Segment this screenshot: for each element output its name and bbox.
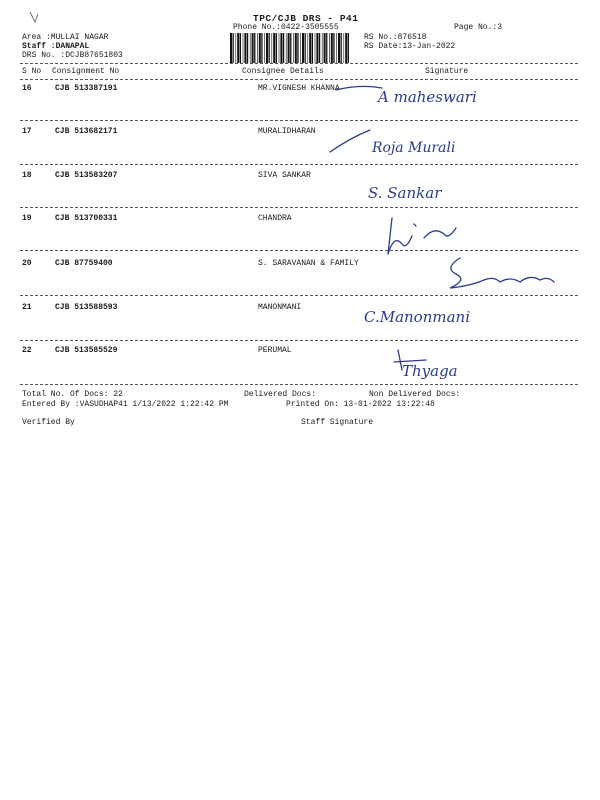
column-consignee: Consignee Details — [242, 67, 324, 76]
row-divider — [20, 250, 578, 251]
barcode-bar — [302, 33, 304, 63]
barcode-bar — [286, 33, 287, 63]
row-consignment: CJB 87759400 — [55, 259, 113, 268]
barcode-bar — [280, 33, 282, 63]
row-sno: 17 — [22, 127, 32, 136]
row-sno: 20 — [22, 259, 32, 268]
row-sno: 19 — [22, 214, 32, 223]
signature-row-22 — [392, 346, 482, 386]
barcode-bar — [345, 33, 347, 63]
row-sno: 16 — [22, 84, 32, 93]
corner-mark — [27, 10, 43, 26]
barcode-bar — [233, 33, 234, 63]
barcode-bar — [236, 33, 237, 63]
barcode-bar — [272, 33, 273, 63]
row-consignee: MANONMANI — [258, 303, 302, 312]
barcode-bar — [252, 33, 254, 63]
barcode-bar — [273, 33, 275, 63]
staff-signature: Staff Signature — [301, 418, 374, 427]
barcode-bar — [264, 33, 265, 63]
row-divider — [20, 120, 578, 121]
barcode-bar — [259, 33, 261, 63]
barcode-bar — [305, 33, 306, 63]
barcode-bar — [341, 33, 342, 63]
row-consignment: CJB 513682171 — [55, 127, 118, 136]
signature-row-20 — [440, 254, 560, 298]
signature-text: A maheswari — [378, 88, 477, 106]
row-consignment: CJB 513700331 — [55, 214, 118, 223]
barcode-bar — [254, 33, 255, 63]
non-delivered-docs: Non Delivered Docs: — [369, 390, 461, 399]
signature-row-18 — [360, 172, 490, 210]
barcode-bar — [290, 33, 291, 63]
barcode-bar — [283, 33, 284, 63]
barcode-bar — [266, 33, 268, 63]
row-consignee: MR.VIGNESH KHANNA — [258, 84, 340, 93]
barcode-bar — [322, 33, 323, 63]
barcode-bar — [247, 33, 248, 63]
barcode-bar — [336, 33, 337, 63]
row-consignee: CHANDRA — [258, 214, 292, 223]
barcode-bar — [250, 33, 251, 63]
barcode-bar — [240, 33, 241, 63]
rs-date: RS Date:13-Jan-2022 — [364, 42, 456, 51]
staff-label: Staff :DANAPAL — [22, 42, 90, 51]
barcode-bar — [279, 33, 280, 63]
row-sno: 21 — [22, 303, 32, 312]
table-end-divider — [20, 384, 578, 385]
rs-number: RS No.:876518 — [364, 33, 427, 42]
row-consignee: PERUMAL — [258, 346, 292, 355]
header-divider — [20, 63, 578, 64]
row-divider — [20, 207, 578, 208]
barcode-bar — [261, 33, 262, 63]
barcode-bar — [344, 33, 345, 63]
row-consignee: MURALIDHARAN — [258, 127, 316, 136]
page-number: Page No.:3 — [454, 23, 503, 32]
barcode-bar — [308, 33, 309, 63]
barcode-bar — [309, 33, 311, 63]
barcode-bar — [276, 33, 277, 63]
barcode-bar — [295, 33, 297, 63]
signature-row-17 — [320, 126, 510, 162]
barcode-bar — [257, 33, 258, 63]
signature-text: S. Sankar — [368, 184, 442, 202]
barcode-bar — [293, 33, 294, 63]
barcode-bar — [244, 33, 246, 63]
column-sno: S No — [22, 67, 42, 76]
row-consignment: CJB 513588593 — [55, 303, 118, 312]
signature-row-21 — [360, 300, 530, 332]
barcode-bar — [315, 33, 316, 63]
barcode-bar — [338, 33, 340, 63]
barcode-bar — [288, 33, 290, 63]
barcode-bar — [297, 33, 298, 63]
barcode-bar — [331, 33, 333, 63]
barcode-bar — [230, 33, 232, 63]
row-divider — [20, 340, 578, 341]
delivered-docs: Delivered Docs: — [244, 390, 317, 399]
document-title: TPC/CJB DRS - P41 — [253, 13, 359, 24]
signature-row-16 — [330, 80, 510, 112]
row-sno: 18 — [22, 171, 32, 180]
barcode — [230, 33, 350, 63]
row-consignee: S. SARAVANAN & FAMILY — [258, 259, 359, 268]
barcode-bar — [237, 33, 239, 63]
total-docs: Total No. Of Docs: 22 — [22, 390, 123, 399]
phone-number: Phone No.:0422-3505555 — [233, 23, 339, 32]
barcode-bar — [269, 33, 270, 63]
signature-text: C.Manonmani — [364, 308, 470, 326]
column-consignment: Consignment No — [52, 67, 120, 76]
barcode-bar — [326, 33, 327, 63]
barcode-bar — [348, 33, 349, 63]
verified-by: Verified By — [22, 418, 75, 427]
barcode-bar — [333, 33, 334, 63]
row-consignment: CJB 513585529 — [55, 346, 118, 355]
printed-on: Printed On: 13-01-2022 13:22:48 — [286, 400, 435, 409]
entered-by: Entered By :VASUDHAP41 1/13/2022 1:22:42 PM — [22, 400, 229, 409]
signature-text: Thyaga — [402, 362, 458, 380]
barcode-bar — [324, 33, 326, 63]
signature-text: Roja Murali — [372, 140, 456, 156]
barcode-bar — [319, 33, 320, 63]
column-signature: Signature — [425, 67, 469, 76]
row-divider — [20, 164, 578, 165]
barcode-bar — [243, 33, 244, 63]
barcode-bar — [329, 33, 330, 63]
row-consignment: CJB 513583207 — [55, 171, 118, 180]
drs-number: DRS No. :DCJB87651803 — [22, 51, 123, 60]
row-consignment: CJB 513387191 — [55, 84, 118, 93]
barcode-bar — [316, 33, 318, 63]
row-consignee: SIVA SANKAR — [258, 171, 311, 180]
barcode-bar — [312, 33, 313, 63]
area-label: Area :MULLAI NAGAR — [22, 33, 109, 42]
row-sno: 22 — [22, 346, 32, 355]
barcode-bar — [300, 33, 301, 63]
